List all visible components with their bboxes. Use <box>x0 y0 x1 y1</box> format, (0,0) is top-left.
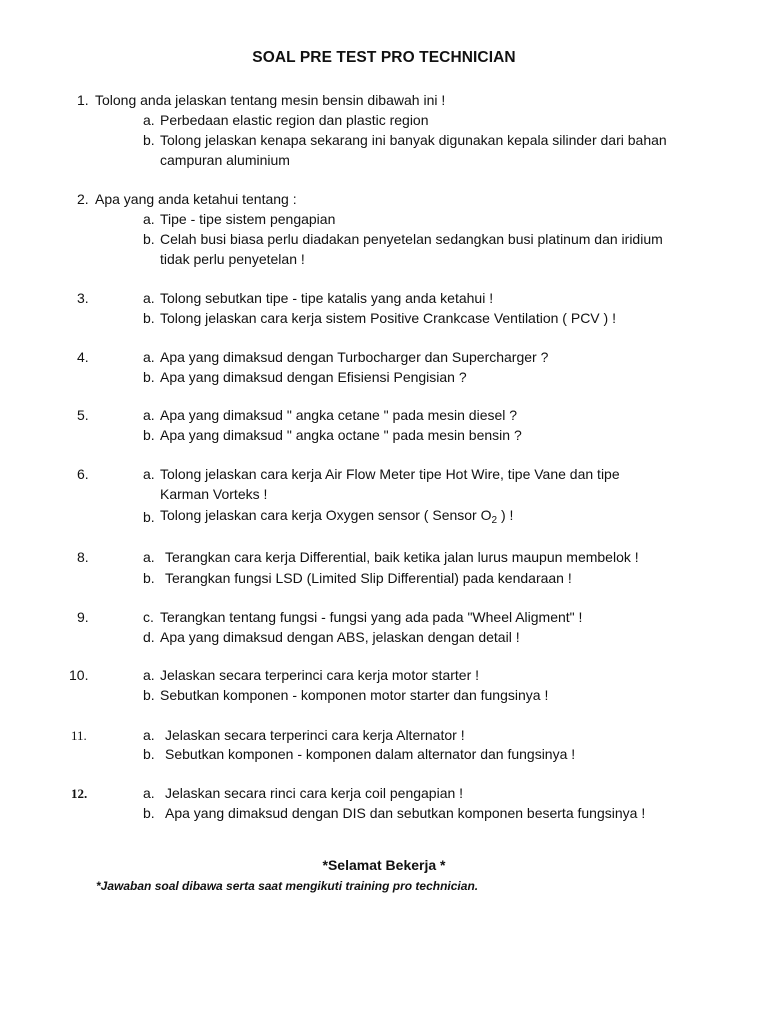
item-marker: a. <box>143 549 155 565</box>
item-marker: b. <box>143 509 155 525</box>
item-text: Tolong jelaskan cara kerja Oxygen sensor ( Sensor O <box>160 507 492 523</box>
question-number: 8. <box>77 549 89 565</box>
item-marker: a. <box>143 211 155 227</box>
question-item: Sebutkan komponen - komponen dalam alternator dan fungsinya ! <box>165 746 576 762</box>
question-item: Apa yang dimaksud " angka octane " pada mesin bensin ? <box>160 427 522 443</box>
question-item: Tolong jelaskan kenapa sekarang ini banyak digunakan kepala silinder dari bahan <box>160 132 667 148</box>
question-item: Tolong sebutkan tipe - tipe katalis yang anda ketahui ! <box>160 290 494 306</box>
question-item: Celah busi biasa perlu diadakan penyetelan sedangkan busi platinum dan iridium <box>160 231 663 247</box>
question-number: 3. <box>77 290 89 306</box>
item-marker: b. <box>143 310 155 326</box>
item-marker: b. <box>143 746 155 762</box>
question-item: Perbedaan elastic region dan plastic region <box>160 112 429 128</box>
question-item-continuation: Karman Vorteks ! <box>160 486 268 502</box>
question-item: Terangkan fungsi LSD (Limited Slip Differential) pada kendaraan ! <box>165 570 572 586</box>
question-intro: Apa yang anda ketahui tentang : <box>95 191 297 207</box>
item-marker: a. <box>143 727 155 743</box>
item-text-end: ) ! <box>497 507 514 523</box>
item-marker: a. <box>143 349 155 365</box>
item-marker: c. <box>143 609 154 625</box>
question-number: 4. <box>77 349 89 365</box>
subscript: 2 <box>491 515 498 526</box>
question-number: 12. <box>71 786 88 801</box>
question-item: Jelaskan secara terperinci cara kerja motor starter ! <box>160 667 480 683</box>
closing-greeting: *Selamat Bekerja * <box>322 857 446 873</box>
question-item: Apa yang dimaksud dengan Turbocharger dan Supercharger ? <box>160 349 549 365</box>
item-marker: b. <box>143 369 155 385</box>
question-item: Jelaskan secara terperinci cara kerja Alternator ! <box>165 727 465 743</box>
item-marker: b. <box>143 687 155 703</box>
question-item: Tolong jelaskan cara kerja Air Flow Meter tipe Hot Wire, tipe Vane dan tipe <box>160 466 620 482</box>
question-item: Sebutkan komponen - komponen motor starter dan fungsinya ! <box>160 687 549 703</box>
item-marker: d. <box>143 629 155 645</box>
item-marker: a. <box>143 112 155 128</box>
item-marker: b. <box>143 805 155 821</box>
item-marker: a. <box>143 785 155 801</box>
footer-note: *Jawaban soal dibawa serta saat mengikuti training pro technician. <box>96 879 479 893</box>
question-item: Jelaskan secara rinci cara kerja coil pengapian ! <box>165 785 464 801</box>
question-item: Tipe - tipe sistem pengapian <box>160 211 336 227</box>
question-item: Terangkan tentang fungsi - fungsi yang ada pada "Wheel Aligment" ! <box>160 609 583 625</box>
item-marker: a. <box>143 667 155 683</box>
item-marker: b. <box>143 427 155 443</box>
item-marker: b. <box>143 570 155 586</box>
question-number: 10. <box>69 667 89 683</box>
item-marker: a. <box>143 407 155 423</box>
item-marker: b. <box>143 231 155 247</box>
item-marker: b. <box>143 132 155 148</box>
question-item: Tolong jelaskan cara kerja sistem Positive Crankcase Ventilation ( PCV ) ! <box>160 310 616 326</box>
question-item <box>160 506 513 524</box>
item-marker: a. <box>143 290 155 306</box>
question-number: 2. <box>77 191 89 207</box>
question-intro: Tolong anda jelaskan tentang mesin bensin dibawah ini ! <box>95 92 446 108</box>
question-number: 5. <box>77 407 89 423</box>
page-title: SOAL PRE TEST PRO TECHNICIAN <box>252 49 516 66</box>
question-number: 9. <box>77 609 89 625</box>
question-item: Apa yang dimaksud dengan ABS, jelaskan dengan detail ! <box>160 629 520 645</box>
item-marker: a. <box>143 466 155 482</box>
question-number: 6. <box>77 466 89 482</box>
question-item: Apa yang dimaksud " angka cetane " pada mesin diesel ? <box>160 407 518 423</box>
question-item: Terangkan cara kerja Differential, baik ketika jalan lurus maupun membelok ! <box>165 549 639 565</box>
question-item-continuation: campuran aluminium <box>160 152 290 168</box>
question-number: 1. <box>77 92 89 108</box>
question-item-continuation: tidak perlu penyetelan ! <box>160 251 305 267</box>
question-number: 11. <box>71 728 87 743</box>
question-item: Apa yang dimaksud dengan DIS dan sebutkan komponen beserta fungsinya ! <box>165 805 646 821</box>
question-item: Apa yang dimaksud dengan Efisiensi Pengisian ? <box>160 369 467 385</box>
